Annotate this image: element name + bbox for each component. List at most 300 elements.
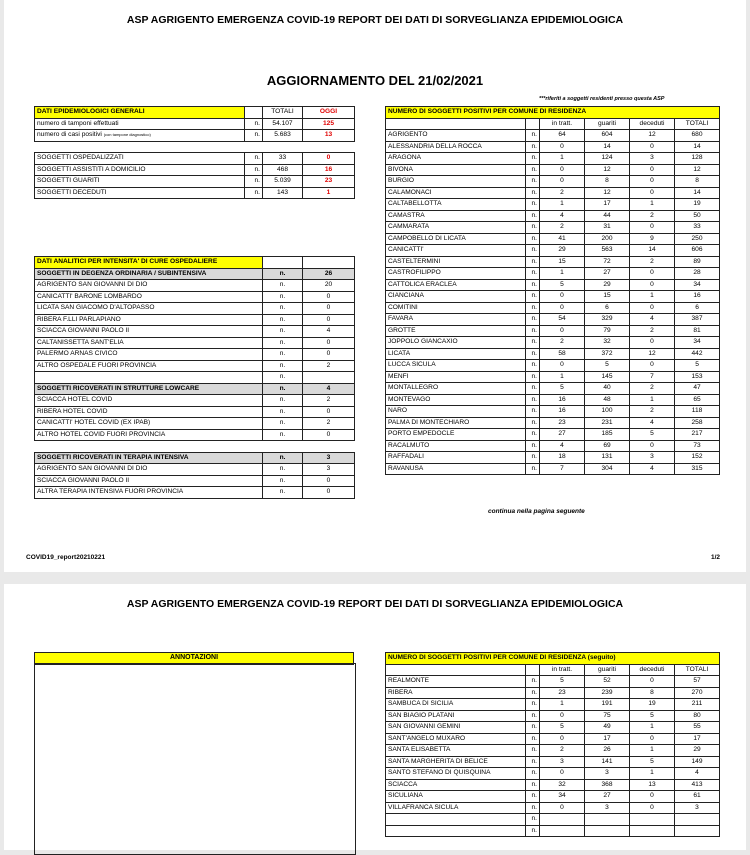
recovered: 31 (585, 222, 630, 234)
in-treatment: 0 (540, 802, 585, 814)
total: 118 (675, 406, 720, 418)
total: 315 (675, 463, 720, 475)
total: 250 (675, 233, 720, 245)
total: 5 (675, 360, 720, 372)
facility-label: AGRIGENTO SAN GIOVANNI DI DIO (35, 280, 263, 292)
table-row (386, 164, 720, 176)
recovered: 44 (585, 210, 630, 222)
in-treatment: 3 (540, 756, 585, 768)
recovered: 12 (585, 187, 630, 199)
table-row (35, 337, 355, 349)
table-row (386, 314, 720, 326)
facility-value: 20 (303, 280, 355, 292)
table-row (386, 130, 720, 142)
facility-label: SCIACCA GIOVANNI PAOLO II (35, 475, 263, 487)
total: 57 (675, 676, 720, 688)
deceased: 5 (630, 710, 675, 722)
facility-label: ALTRO HOTEL COVID FUORI PROVINCIA (35, 429, 263, 441)
municipality-table-continued (385, 652, 720, 837)
table-row (35, 118, 355, 130)
facility-value: 0 (303, 291, 355, 303)
unit-cell: n. (526, 440, 540, 452)
recovered: 15 (585, 291, 630, 303)
recovered: 27 (585, 268, 630, 280)
table-row (35, 314, 355, 326)
total-value: 468 (263, 164, 303, 176)
page-number: 1/2 (711, 554, 721, 561)
table-row (386, 153, 720, 165)
column-header: in tratt. (540, 664, 585, 676)
unit-cell: n. (526, 814, 540, 826)
municipality-name: CALAMONACI (386, 187, 526, 199)
unit-cell: n. (263, 475, 303, 487)
recovered: 239 (585, 687, 630, 699)
table-row (386, 814, 720, 826)
recovered: 8 (585, 176, 630, 188)
unit-cell: n. (526, 802, 540, 814)
total: 387 (675, 314, 720, 326)
column-header: in tratt. (540, 118, 585, 130)
total: 65 (675, 394, 720, 406)
deceased: 1 (630, 199, 675, 211)
in-treatment: 54 (540, 314, 585, 326)
deceased: 0 (630, 360, 675, 372)
municipality-name: CIANCIANA (386, 291, 526, 303)
total: 128 (675, 153, 720, 165)
table-row (35, 452, 355, 464)
unit-cell: n. (526, 360, 540, 372)
unit-cell: n. (526, 676, 540, 688)
table-row (386, 199, 720, 211)
recovered: 32 (585, 337, 630, 349)
recovered: 49 (585, 722, 630, 734)
table-header-row (386, 664, 720, 676)
recovered: 79 (585, 325, 630, 337)
deceased: 4 (630, 463, 675, 475)
municipality-name: VILLAFRANCA SICULA (386, 802, 526, 814)
municipality-name: RAFFADALI (386, 452, 526, 464)
deceased: 5 (630, 756, 675, 768)
municipality-name: CAMPOBELLO DI LICATA (386, 233, 526, 245)
municipality-name: CAMMARATA (386, 222, 526, 234)
recovered: 200 (585, 233, 630, 245)
in-treatment: 1 (540, 199, 585, 211)
unit-cell: n. (526, 699, 540, 711)
municipality-name: CANICATTI' (386, 245, 526, 257)
municipality-name: LUCCA SICULA (386, 360, 526, 372)
table-row (386, 406, 720, 418)
deceased: 3 (630, 452, 675, 464)
in-treatment: 58 (540, 348, 585, 360)
table-row (386, 383, 720, 395)
facility-label: SOGGETTI IN DEGENZA ORDINARIA / SUBINTENSIVA (35, 268, 263, 280)
facility-label: CALTANISSETTA SANT'ELIA (35, 337, 263, 349)
page-header: ASP AGRIGENTO EMERGENZA COVID-19 REPORT DEI DATI DI SORVEGLIANZA EPIDEMIOLOGICA (126, 598, 624, 610)
today-value (303, 141, 355, 153)
annotations-title: ANNOTAZIONI (35, 653, 354, 665)
total: 12 (675, 164, 720, 176)
deceased: 0 (630, 176, 675, 188)
municipality-name: MENFI (386, 371, 526, 383)
unit-cell: n. (263, 303, 303, 315)
municipality-name: LICATA (386, 348, 526, 360)
unit-cell: n. (263, 268, 303, 280)
total: 34 (675, 279, 720, 291)
table-row (386, 825, 720, 837)
table-row (35, 418, 355, 430)
in-treatment (540, 814, 585, 826)
recovered: 40 (585, 383, 630, 395)
municipality-name: SICULIANA (386, 791, 526, 803)
table-row (386, 176, 720, 188)
municipality-name: MONTEVAGO (386, 394, 526, 406)
unit-cell: n. (245, 118, 263, 130)
total: 55 (675, 722, 720, 734)
unit-cell: n. (263, 418, 303, 430)
facility-label: CANICATTI' HOTEL COVID (EX IPAB) (35, 418, 263, 430)
facility-value: 0 (303, 406, 355, 418)
unit-cell: n. (263, 464, 303, 476)
deceased: 2 (630, 406, 675, 418)
table-row (386, 325, 720, 337)
table-row (35, 406, 355, 418)
unit-cell: n. (526, 791, 540, 803)
table-row (386, 256, 720, 268)
total-value: 143 (263, 187, 303, 199)
municipality-name: CAMASTRA (386, 210, 526, 222)
table-row (386, 222, 720, 234)
table-row (35, 475, 355, 487)
unit-cell: n. (526, 452, 540, 464)
unit-cell: n. (263, 337, 303, 349)
unit-cell: n. (526, 268, 540, 280)
recovered: 14 (585, 141, 630, 153)
recovered (585, 825, 630, 837)
recovered: 131 (585, 452, 630, 464)
facility-label: LICATA SAN GIACOMO D'ALTOPASSO (35, 303, 263, 315)
deceased: 2 (630, 210, 675, 222)
table-row (386, 429, 720, 441)
in-treatment: 5 (540, 279, 585, 291)
in-treatment: 27 (540, 429, 585, 441)
recovered: 29 (585, 279, 630, 291)
today-value: 0 (303, 153, 355, 165)
table-row (35, 303, 355, 315)
total: 270 (675, 687, 720, 699)
in-treatment: 0 (540, 360, 585, 372)
municipality-name: NARO (386, 406, 526, 418)
table-row (386, 710, 720, 722)
total-value: 54.107 (263, 118, 303, 130)
unit-cell: n. (263, 326, 303, 338)
unit-cell: n. (526, 394, 540, 406)
in-treatment: 1 (540, 371, 585, 383)
facility-value: 2 (303, 395, 355, 407)
table-row (35, 141, 355, 153)
unit-cell: n. (245, 153, 263, 165)
in-treatment: 0 (540, 768, 585, 780)
column-header: deceduti (630, 118, 675, 130)
facility-value: 26 (303, 268, 355, 280)
total: 680 (675, 130, 720, 142)
in-treatment: 18 (540, 452, 585, 464)
facility-value: 3 (303, 452, 355, 464)
municipality-name: CALTABELLOTTA (386, 199, 526, 211)
in-treatment: 34 (540, 791, 585, 803)
hospital-table (34, 256, 355, 499)
total: 50 (675, 210, 720, 222)
total: 258 (675, 417, 720, 429)
total: 6 (675, 302, 720, 314)
report-page-2 (4, 584, 746, 850)
today-value: 1 (303, 187, 355, 199)
municipality-name: CATTOLICA ERACLEA (386, 279, 526, 291)
total: 73 (675, 440, 720, 452)
recovered: 27 (585, 791, 630, 803)
municipality-name: BIVONA (386, 164, 526, 176)
table-row (386, 756, 720, 768)
municipality-name: RAVANUSA (386, 463, 526, 475)
table-row (386, 699, 720, 711)
deceased: 1 (630, 291, 675, 303)
table-header-row (35, 257, 355, 269)
municipality-name: BURGIO (386, 176, 526, 188)
total: 211 (675, 699, 720, 711)
unit-cell: n. (526, 371, 540, 383)
municipality-name: COMITINI (386, 302, 526, 314)
recovered: 72 (585, 256, 630, 268)
table-row (386, 745, 720, 757)
recovered: 563 (585, 245, 630, 257)
table-row (35, 164, 355, 176)
section-title: NUMERO DI SOGGETTI POSITIVI PER COMUNE DI RESIDENZA (386, 107, 720, 119)
column-header: TOTALI (263, 107, 303, 119)
deceased: 0 (630, 164, 675, 176)
in-treatment: 7 (540, 463, 585, 475)
unit-cell: n. (526, 187, 540, 199)
facility-label: SOGGETTI RICOVERATI IN TERAPIA INTENSIVA (35, 452, 263, 464)
table-row (386, 733, 720, 745)
page-header: ASP AGRIGENTO EMERGENZA COVID-19 REPORT DEI DATI DI SORVEGLIANZA EPIDEMIOLOGICA (126, 14, 624, 26)
recovered: 69 (585, 440, 630, 452)
municipality-table (385, 106, 720, 475)
row-label-text: numero di tamponi effettuati (37, 119, 119, 127)
recovered: 304 (585, 463, 630, 475)
table-row (386, 302, 720, 314)
deceased: 0 (630, 337, 675, 349)
unit-cell: n. (263, 280, 303, 292)
column-header: guariti (585, 664, 630, 676)
table-title-row (386, 653, 720, 665)
in-treatment: 2 (540, 745, 585, 757)
table-row (35, 291, 355, 303)
deceased: 0 (630, 268, 675, 280)
total: 80 (675, 710, 720, 722)
total: 34 (675, 337, 720, 349)
unit-cell: n. (526, 222, 540, 234)
unit-cell: n. (526, 153, 540, 165)
unit-cell: n. (526, 768, 540, 780)
total: 29 (675, 745, 720, 757)
recovered: 100 (585, 406, 630, 418)
total (675, 825, 720, 837)
in-treatment: 0 (540, 176, 585, 188)
spacer-cell (386, 664, 526, 676)
total: 19 (675, 199, 720, 211)
deceased: 9 (630, 233, 675, 245)
unit-cell: n. (526, 779, 540, 791)
table-row (386, 245, 720, 257)
in-treatment: 0 (540, 302, 585, 314)
recovered: 6 (585, 302, 630, 314)
total: 47 (675, 383, 720, 395)
total: 61 (675, 791, 720, 803)
column-header: TOTALI (675, 664, 720, 676)
unit-cell: n. (526, 406, 540, 418)
municipality-name (386, 814, 526, 826)
row-label-text: SOGGETTI ASSISTITI A DOMICILIO (37, 165, 146, 173)
facility-value: 0 (303, 303, 355, 315)
row-label-text: SOGGETTI DECEDUTI (37, 188, 107, 196)
municipality-name: JOPPOLO GIANCAXIO (386, 337, 526, 349)
unit-cell: n. (526, 291, 540, 303)
table-row (35, 187, 355, 199)
facility-label: ALTRA TERAPIA INTENSIVA FUORI PROVINCIA (35, 487, 263, 499)
column-header: OGGI (303, 107, 355, 119)
unit-cell: n. (526, 314, 540, 326)
table-row (386, 337, 720, 349)
total (675, 814, 720, 826)
unit-cell: n. (526, 233, 540, 245)
facility-label: ALTRO OSPEDALE FUORI PROVINCIA (35, 360, 263, 372)
facility-value: 3 (303, 464, 355, 476)
in-treatment: 2 (540, 187, 585, 199)
facility-value: 0 (303, 337, 355, 349)
total-value: 5.683 (263, 130, 303, 142)
table-row (386, 233, 720, 245)
epidemiological-table (34, 106, 355, 199)
in-treatment: 0 (540, 291, 585, 303)
table-row (386, 417, 720, 429)
unit-cell (245, 141, 263, 153)
municipality-name: ALESSANDRIA DELLA ROCCA (386, 141, 526, 153)
table-row (35, 349, 355, 361)
municipality-name: ARAGONA (386, 153, 526, 165)
unit-cell: n. (263, 372, 303, 384)
unit-cell: n. (263, 452, 303, 464)
table-row (386, 279, 720, 291)
in-treatment: 23 (540, 417, 585, 429)
table-row (386, 463, 720, 475)
unit-cell: n. (526, 141, 540, 153)
facility-value: 0 (303, 487, 355, 499)
unit-cell: n. (526, 383, 540, 395)
recovered: 191 (585, 699, 630, 711)
unit-cell: n. (526, 429, 540, 441)
table-row (386, 210, 720, 222)
deceased: 1 (630, 394, 675, 406)
today-value: 23 (303, 176, 355, 188)
municipality-name: SANTO STEFANO DI QUISQUINA (386, 768, 526, 780)
municipality-name: SAN GIOVANNI GEMINI (386, 722, 526, 734)
deceased: 12 (630, 348, 675, 360)
facility-value: 0 (303, 314, 355, 326)
deceased: 7 (630, 371, 675, 383)
deceased: 0 (630, 676, 675, 688)
deceased: 2 (630, 325, 675, 337)
in-treatment: 16 (540, 394, 585, 406)
facility-value: 0 (303, 475, 355, 487)
deceased: 0 (630, 302, 675, 314)
total-value (263, 141, 303, 153)
unit-cell: n. (263, 314, 303, 326)
table-row (35, 268, 355, 280)
recovered: 26 (585, 745, 630, 757)
deceased: 0 (630, 802, 675, 814)
municipality-name: PALMA DI MONTECHIARO (386, 417, 526, 429)
deceased: 4 (630, 314, 675, 326)
table-header-row (35, 107, 355, 119)
table-row (386, 394, 720, 406)
section-title: DATI EPIDEMIOLOGICI GENERALI (35, 107, 245, 119)
recovered: 3 (585, 768, 630, 780)
deceased: 1 (630, 768, 675, 780)
section-title: DATI ANALITICI PER INTENSITA' DI CURE OSPEDALIERE (35, 257, 263, 269)
in-treatment: 2 (540, 337, 585, 349)
recovered: 185 (585, 429, 630, 441)
in-treatment: 64 (540, 130, 585, 142)
recovered: 329 (585, 314, 630, 326)
facility-label: AGRIGENTO SAN GIOVANNI DI DIO (35, 464, 263, 476)
table-row (386, 141, 720, 153)
table-row (386, 687, 720, 699)
unit-cell: n. (245, 164, 263, 176)
recovered: 372 (585, 348, 630, 360)
facility-label: PALERMO ARNAS CIVICO (35, 349, 263, 361)
unit-cell: n. (245, 176, 263, 188)
total: 413 (675, 779, 720, 791)
facility-label: SOGGETTI RICOVERATI IN STRUTTURE LOWCARE (35, 383, 263, 395)
table-row (35, 153, 355, 165)
unit-cell: n. (526, 256, 540, 268)
recovered: 75 (585, 710, 630, 722)
facility-label: RIBERA F.LLI PARLAPIANO (35, 314, 263, 326)
facility-value: 2 (303, 418, 355, 430)
deceased (630, 814, 675, 826)
column-header: guariti (585, 118, 630, 130)
deceased: 0 (630, 141, 675, 153)
unit-cell: n. (526, 245, 540, 257)
table-row (35, 130, 355, 142)
table-row (35, 395, 355, 407)
table-header-row (386, 118, 720, 130)
unit-cell: n. (245, 187, 263, 199)
table-row (386, 768, 720, 780)
unit-cell: n. (526, 463, 540, 475)
column-header: TOTALI (675, 118, 720, 130)
total: 28 (675, 268, 720, 280)
municipality-name (386, 825, 526, 837)
recovered: 17 (585, 733, 630, 745)
recovered: 5 (585, 360, 630, 372)
unit-cell: n. (263, 406, 303, 418)
recovered: 52 (585, 676, 630, 688)
municipality-name: AGRIGENTO (386, 130, 526, 142)
unit-cell: n. (526, 279, 540, 291)
spacer-cell (303, 257, 355, 269)
recovered: 604 (585, 130, 630, 142)
recovered: 48 (585, 394, 630, 406)
